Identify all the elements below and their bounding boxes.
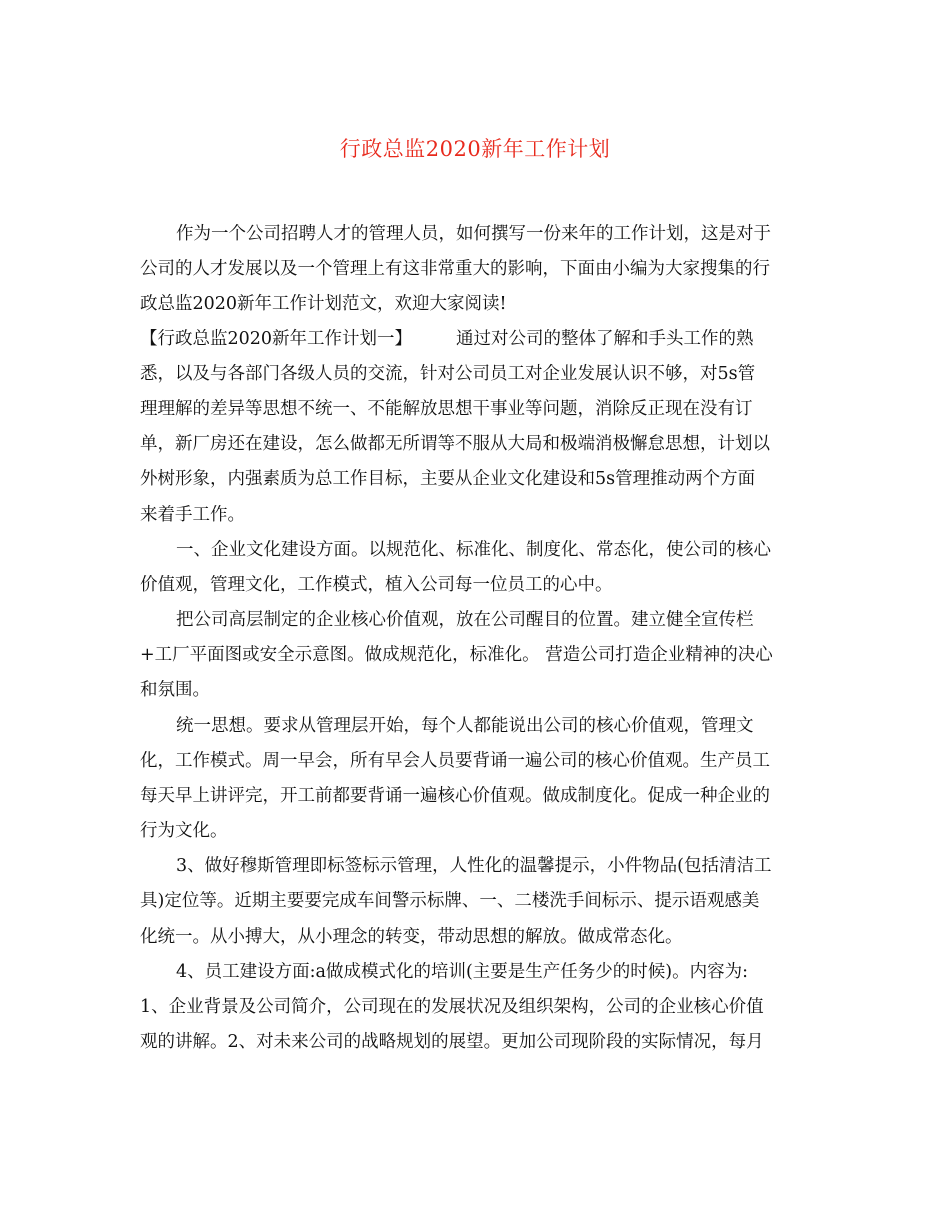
paragraph-line: 统一思想。要求从管理层开始，每个人都能说出公司的核心价值观，管理文 [176, 716, 754, 736]
paragraph-line: 化，工作模式。周一早会，所有早会人员要背诵一遍公司的核心价值观。生产员工 [140, 751, 770, 771]
paragraph-line: 作为一个公司招聘人才的管理人员，如何撰写一份来年的工作计划，这是对于 [176, 224, 771, 244]
paragraph-line: 单，新厂房还在建设，怎么做都无所谓等不服从大局和极端消极懈怠思想，计划以 [140, 434, 770, 454]
paragraph-line: 悉，以及与各部门各级人员的交流，针对公司员工对企业发展认识不够，对5s管 [140, 364, 756, 384]
paragraph-line: 和氛围。 [140, 680, 210, 700]
paragraph-line: 一、企业文化建设方面。以规范化、标准化、制度化、常态化，使公司的核心 [176, 540, 771, 560]
paragraph-line: 来着手工作。 [140, 505, 245, 525]
paragraph-line: 价值观，管理文化，工作模式，植入公司每一位员工的心中。 [140, 575, 613, 595]
paragraph-line: 理理解的差异等思想不统一、不能解放思想干事业等问题，消除反正现在没有订 [140, 399, 753, 419]
paragraph-line: 化统一。从小搏大，从小理念的转变，带动思想的解放。做成常态化。 [140, 927, 683, 947]
paragraph-line: 把公司高层制定的企业核心价值观，放在公司醒目的位置。建立健全宣传栏 [176, 610, 754, 630]
paragraph-line: 观的讲解。2、对未来公司的战略规划的展望。更加公司现阶段的实际情况，每月 [140, 1032, 764, 1052]
paragraph-line: +工厂平面图或安全示意图。做成规范化，标准化。 营造公司打造企业精神的决心 [140, 645, 773, 665]
paragraph-line: 1、企业背景及公司简介，公司现在的发展状况及组织架构，公司的企业核心价值 [140, 997, 764, 1017]
paragraph-line: 政总监2020新年工作计划范文，欢迎大家阅读! [140, 294, 507, 314]
paragraph-line: 外树形象，内强素质为总工作目标，主要从企业文化建设和5s管理推动两个方面 [140, 469, 756, 489]
section-heading: 【行政总监2020新年工作计划一】 [140, 329, 413, 349]
section-heading-line [140, 327, 754, 351]
paragraph-line: 4、员工建设方面:a做成模式化的培训(主要是生产任务少的时候)。内容为: [176, 962, 749, 982]
paragraph-line: 公司的人才发展以及一个管理上有这非常重大的影响，下面由小编为大家搜集的行 [140, 259, 770, 279]
paragraph-line: 具)定位等。近期主要要完成车间警示标牌、一、二楼洗手间标示、提示语观感美 [140, 891, 760, 911]
paragraph-line: 每天早上讲评完，开工前都要背诵一遍核心价值观。做成制度化。促成一种企业的 [140, 786, 770, 806]
paragraph-line: 行为文化。 [140, 821, 228, 841]
paragraph-text: 通过对公司的整体了解和手头工作的熟 [456, 329, 754, 349]
page-title: 行政总监2020新年工作计划 [339, 137, 611, 161]
paragraph-line: 3、做好穆斯管理即标签标示管理，人性化的温馨提示，小件物品(包括清洁工 [176, 856, 772, 876]
